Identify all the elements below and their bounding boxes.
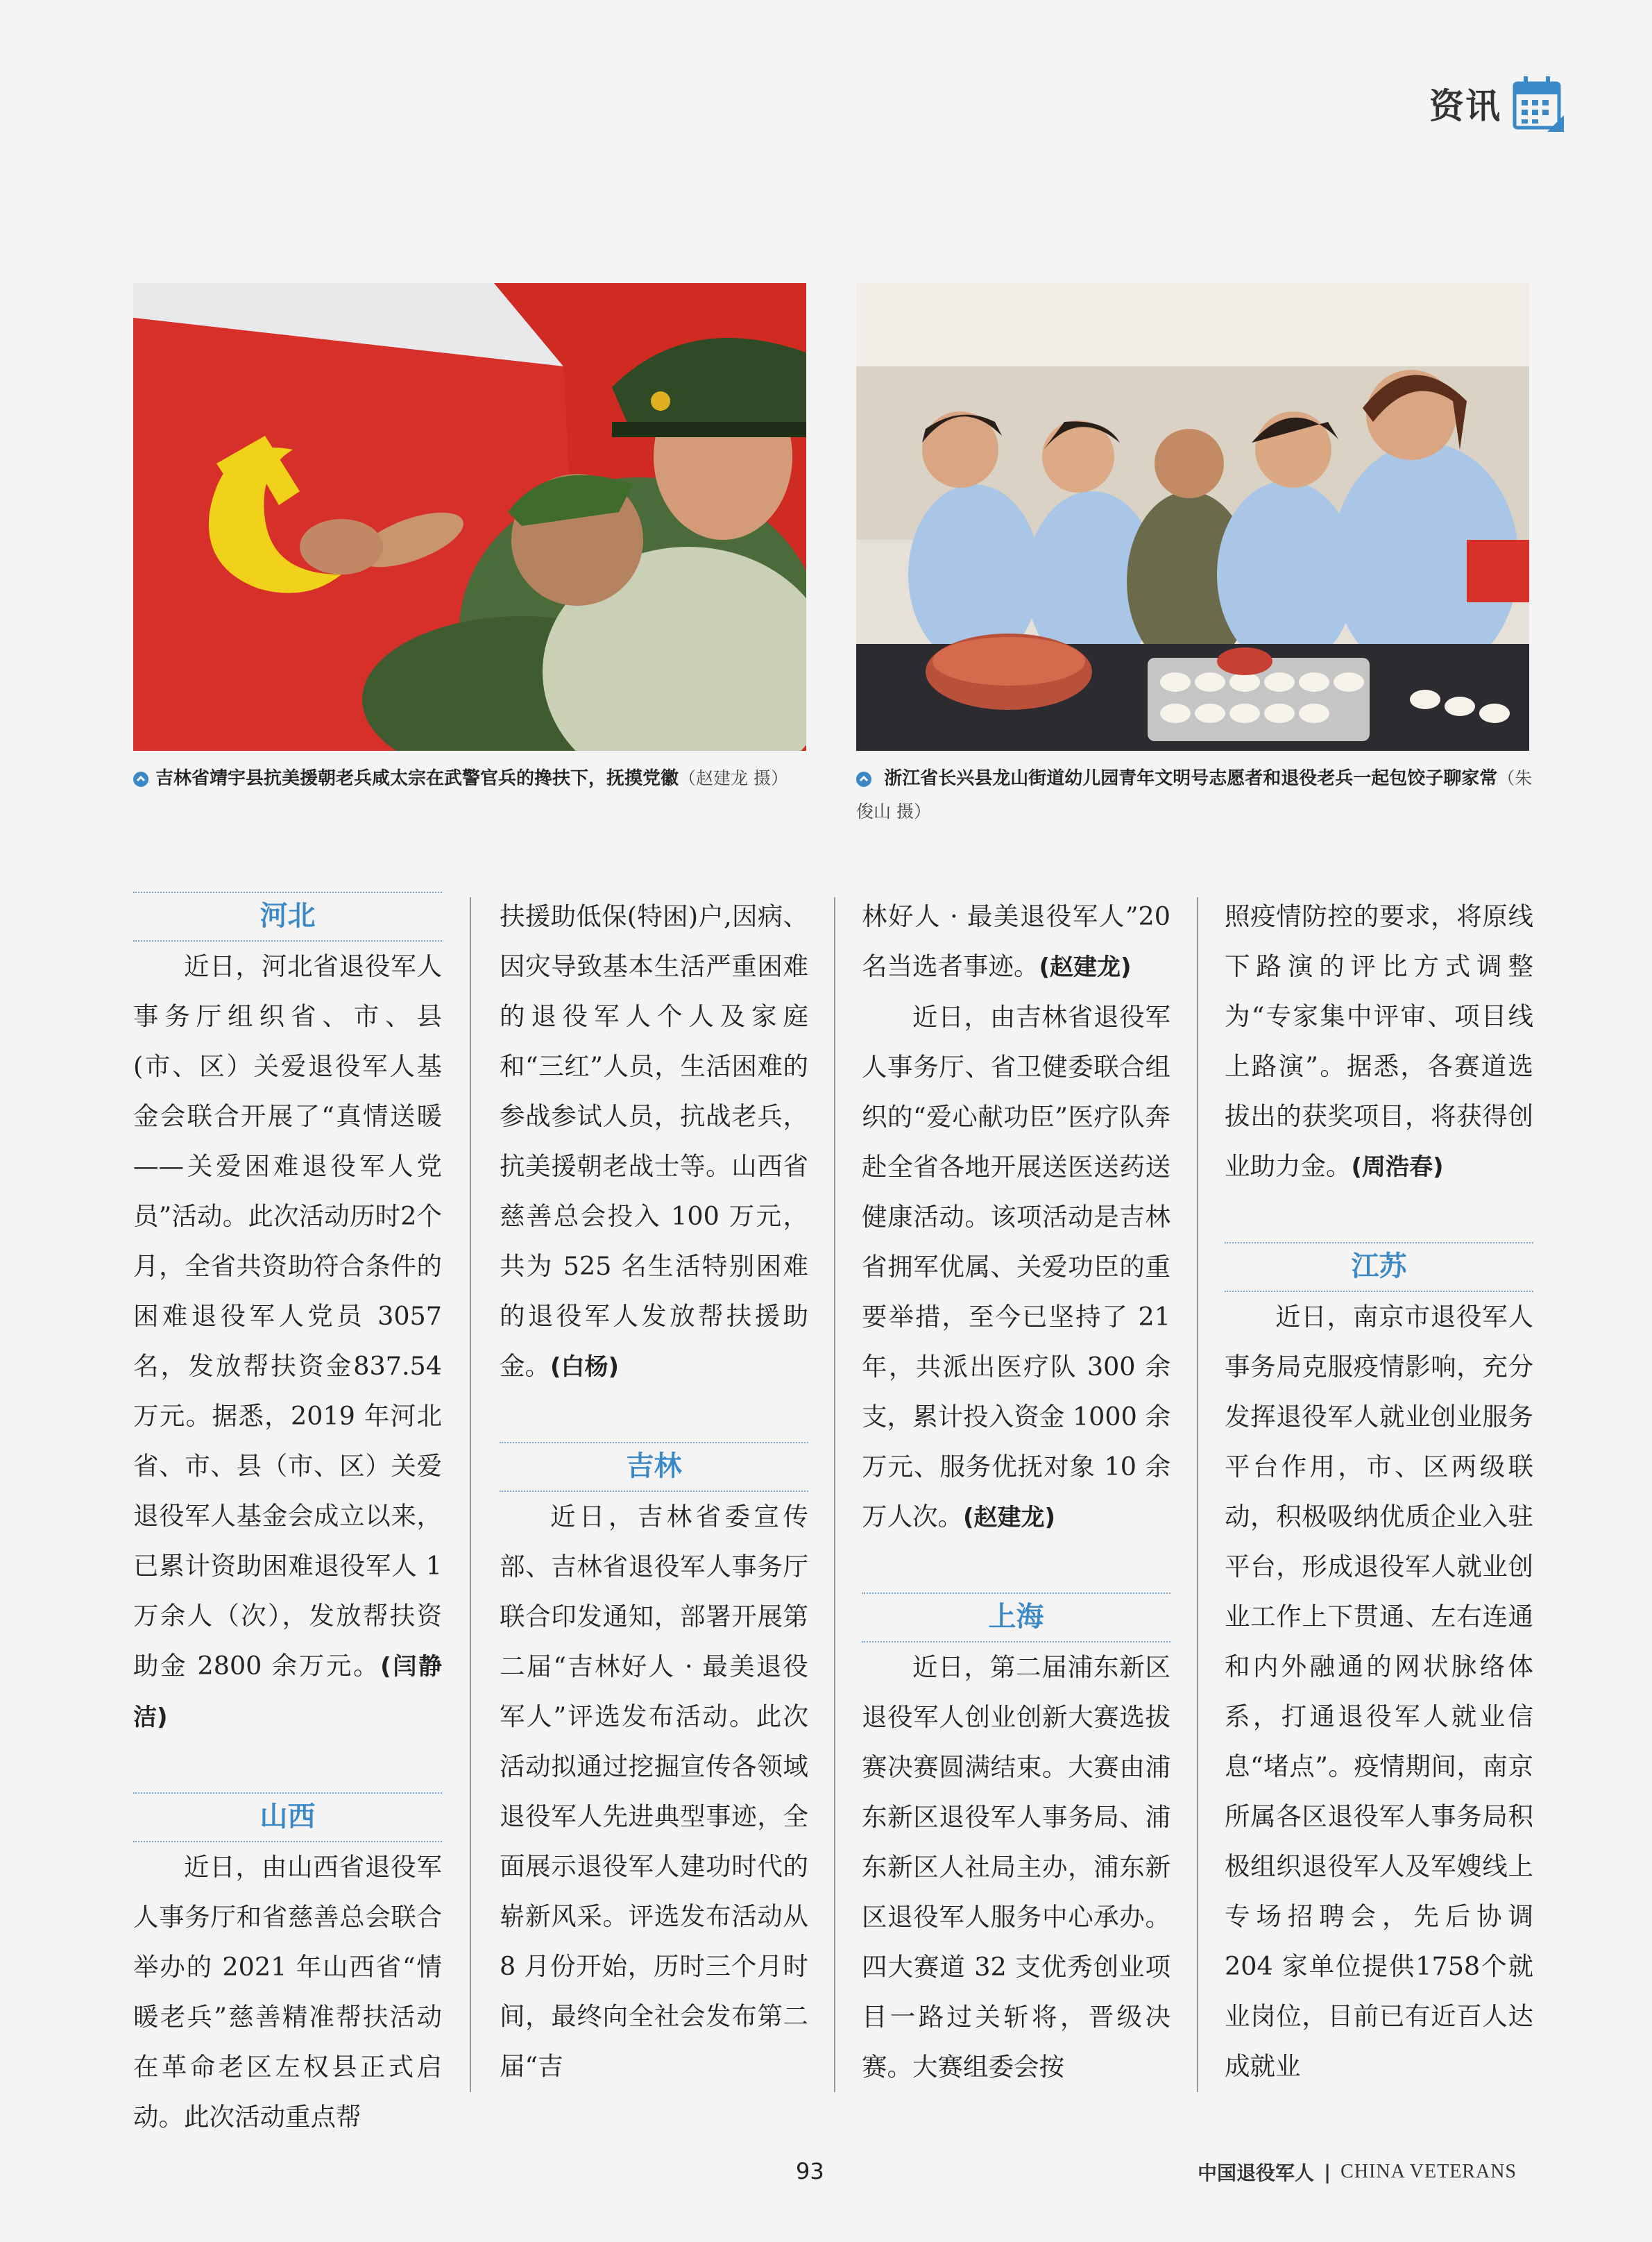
paragraph-text: 近日，南京市退役军人事务局克服疫情影响，充分发挥退役军人就业创业服务平台作用，市、区两级联动，积极吸纳优质企业入驻平台，形成退役军人就业创业工作上下贯通、左右连通和内外融通的网状脉络体系，打通退役军人就业信息“堵点”。疫情期间，南京所属各区退役军人事务局积极组织退役军人及军嫂线上专场招聘会，先后协调 204 家单位提供1758个就业岗位，目前已有近百人达成就业 — [1225, 1302, 1533, 2081]
news-paragraph — [500, 892, 808, 1392]
region-heading-jiangsu: 江苏 — [1225, 1242, 1533, 1292]
paragraph-text: 近日，河北省退役军人事务厅组织省、市、县(市、区）关爱退役军人基金会联合开展了“真情送暖——关爱困难退役军人党员”活动。此次活动历时2个月，全省共资助符合条件的困难退役军人党员 3057 名，发放帮扶资金837.54万元。据悉，2019 年河北省、市、县（市、区）关爱退役军人基金会成立以来，已累计资助困难退役军人 1 万余人（次），发放帮扶资助金 2800 余万元。 — [133, 951, 442, 1681]
author-credit: (赵建龙) — [963, 1504, 1056, 1531]
brand-separator: | — [1323, 2160, 1331, 2184]
photo-caption — [133, 762, 813, 795]
caption-text: 浙江省长兴县龙山街道幼儿园青年文明号志愿者和退役老兵一起包饺子聊家常 — [884, 768, 1498, 789]
chevron-up-icon — [133, 772, 148, 787]
page-number: 93 — [796, 2158, 824, 2184]
photo-party-flag — [133, 283, 806, 751]
news-paragraph — [862, 892, 1170, 992]
paragraph-text: 近日，第二届浦东新区退役军人创业创新大赛选拔赛决赛圆满结束。大赛由浦东新区退役军人事务局、浦东新区人社局主办，浦东新区退役军人服务中心承办。四大赛道 32 支优秀创业项目一路过关斩将，晋级决赛。大赛组委会按 — [862, 1652, 1170, 2082]
photo-making-dumplings — [856, 283, 1529, 751]
news-paragraph — [500, 1492, 808, 2091]
section-header — [1429, 75, 1565, 132]
paragraph-text: 扶援助低保(特困)户,因病、因灾导致基本生活严重困难的退役军人个人及家庭和“三红”人员，生活困难的参战参试人员，抗战老兵，抗美援朝老战士等。山西省慈善总会投入 100 万元，共为 525 名生活特别困难的退役军人发放帮扶援助金。 — [500, 901, 808, 1381]
paragraph-text: 林好人 · 最美退役军人”20名当选者事迹。 — [862, 901, 1170, 981]
news-paragraph — [862, 1642, 1170, 2092]
caption-credit: （赵建龙 摄） — [679, 768, 788, 788]
region-heading-shanxi: 山西 — [133, 1792, 442, 1842]
region-heading-hebei: 河北 — [133, 892, 442, 942]
news-paragraph — [133, 1842, 442, 2142]
column-divider — [1197, 897, 1198, 2092]
text-column — [1225, 892, 1533, 2091]
caption-credit: （朱俊山 摄） — [856, 768, 1533, 822]
news-paragraph — [133, 942, 442, 1742]
caption-text: 吉林省靖宇县抗美援朝老兵咸太宗在武警官兵的搀扶下，抚摸党徽 — [155, 768, 679, 789]
paragraph-text: 近日，由吉林省退役军人事务厅、省卫健委联合组织的“爱心献功臣”医疗队奔赴全省各地开展送医送药送健康活动。该项活动是吉林省拥军优属、关爱功臣的重要举措，至今已坚持了 21 年，共派出医疗队 300 余支，累计投入资金 1000 余万元、服务优抚对象 10 余万人次。 — [862, 1002, 1170, 1531]
footer-brand — [1198, 2158, 1517, 2186]
region-heading-shanghai: 上海 — [862, 1593, 1170, 1642]
section-title: 资讯 — [1429, 86, 1501, 126]
photo-caption — [856, 762, 1533, 829]
paragraph-text: 照疫情防控的要求，将原线下路演的评比方式调整为“专家集中评审、项目线上路演”。据悉，各赛道选拔出的获奖项目，将获得创业助力金。 — [1225, 901, 1533, 1181]
author-credit: (周浩春) — [1351, 1153, 1444, 1181]
author-credit: (赵建龙) — [1039, 953, 1132, 981]
text-column — [862, 892, 1170, 2092]
author-credit: (白杨) — [550, 1353, 620, 1381]
paragraph-text: 近日，吉林省委宣传部、吉林省退役军人事务厅联合印发通知，部署开展第二届“吉林好人 · 最美退役军人”评选发布活动。此次活动拟通过挖掘宣传各领域退役军人先进典型事迹，全面展示退役军人建功时代的崭新风采。评选发布活动从 8 月份开始，历时三个月时间，最终向全社会发布第二届“吉 — [500, 1502, 808, 2081]
news-paragraph — [862, 992, 1170, 1543]
column-divider — [834, 897, 835, 2092]
column-divider — [470, 897, 471, 2092]
brand-name-en: CHINA VETERANS — [1340, 2161, 1517, 2182]
calendar-icon — [1513, 75, 1565, 132]
paragraph-text: 近日，由山西省退役军人事务厅和省慈善总会联合举办的 2021 年山西省“情暖老兵”慈善精准帮扶活动在革命老区左权县正式启动。此次活动重点帮 — [133, 1852, 442, 2132]
chevron-up-icon — [856, 772, 871, 787]
text-column — [500, 892, 808, 2091]
brand-name-cn: 中国退役军人 — [1197, 2162, 1314, 2184]
news-paragraph — [1225, 892, 1533, 1192]
author-credit: (闫静洁) — [133, 1653, 442, 1731]
news-paragraph — [1225, 1292, 1533, 2091]
region-heading-jilin: 吉林 — [500, 1442, 808, 1492]
text-column — [133, 892, 442, 2142]
